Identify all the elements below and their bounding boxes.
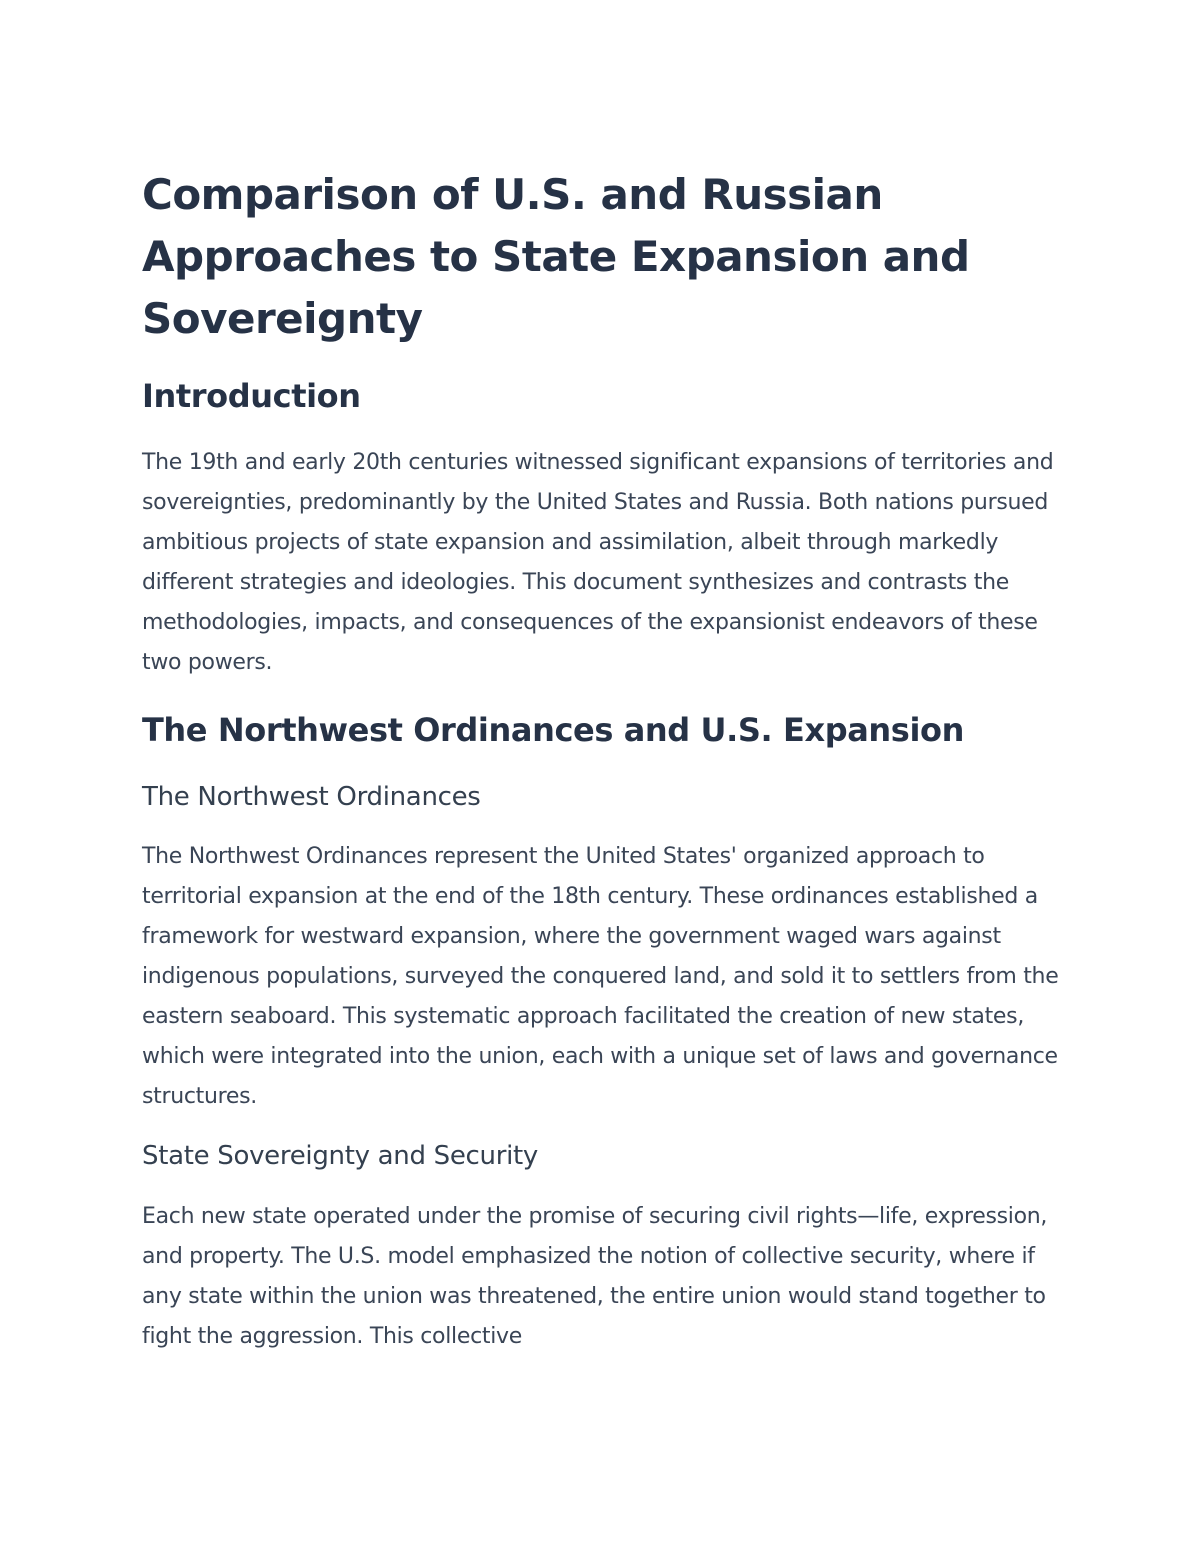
document-page <box>142 164 1072 1357</box>
section-heading-northwest: The Northwest Ordinances and U.S. Expansion <box>142 711 964 749</box>
state-sovereignty-paragraph: Each new state operated under the promise of securing civil rights—life, expression, and property. The U.S. model emphasized the notion of collective security, where if any state within the union was threatened, the entire union would stand together to fight the aggression. This collective <box>142 1204 1048 1349</box>
document-title: Comparison of U.S. and Russian Approaches to State Expansion and Sovereignty <box>142 170 970 343</box>
section-heading-introduction: Introduction <box>142 377 361 415</box>
northwest-ordinances-paragraph: The Northwest Ordinances represent the United States' organized approach to territorial expansion at the end of the 18th century. These ordinances established a framework for westward expansion, where the government waged wars against indigenous populations, surveyed the conquered land, and sold it to settlers from the eastern seaboard. This systematic approach facilitated the creation of new states, which were integrated into the union, each with a unique set of laws and governance structures. <box>142 844 1059 1109</box>
subsection-heading-northwest-ordinances: The Northwest Ordinances <box>142 782 481 812</box>
subsection-heading-state-sovereignty: State Sovereignty and Security <box>142 1141 538 1171</box>
introduction-paragraph: The 19th and early 20th centuries witnessed significant expansions of territories and sovereignties, predominantly by the United States and Russia. Both nations pursued ambitious projects of state expansion and assimilation, albeit through markedly different strategies and ideologies. This document synthesizes and contrasts the methodologies, impacts, and consequences of the expansionist endeavors of these two powers. <box>142 450 1054 675</box>
